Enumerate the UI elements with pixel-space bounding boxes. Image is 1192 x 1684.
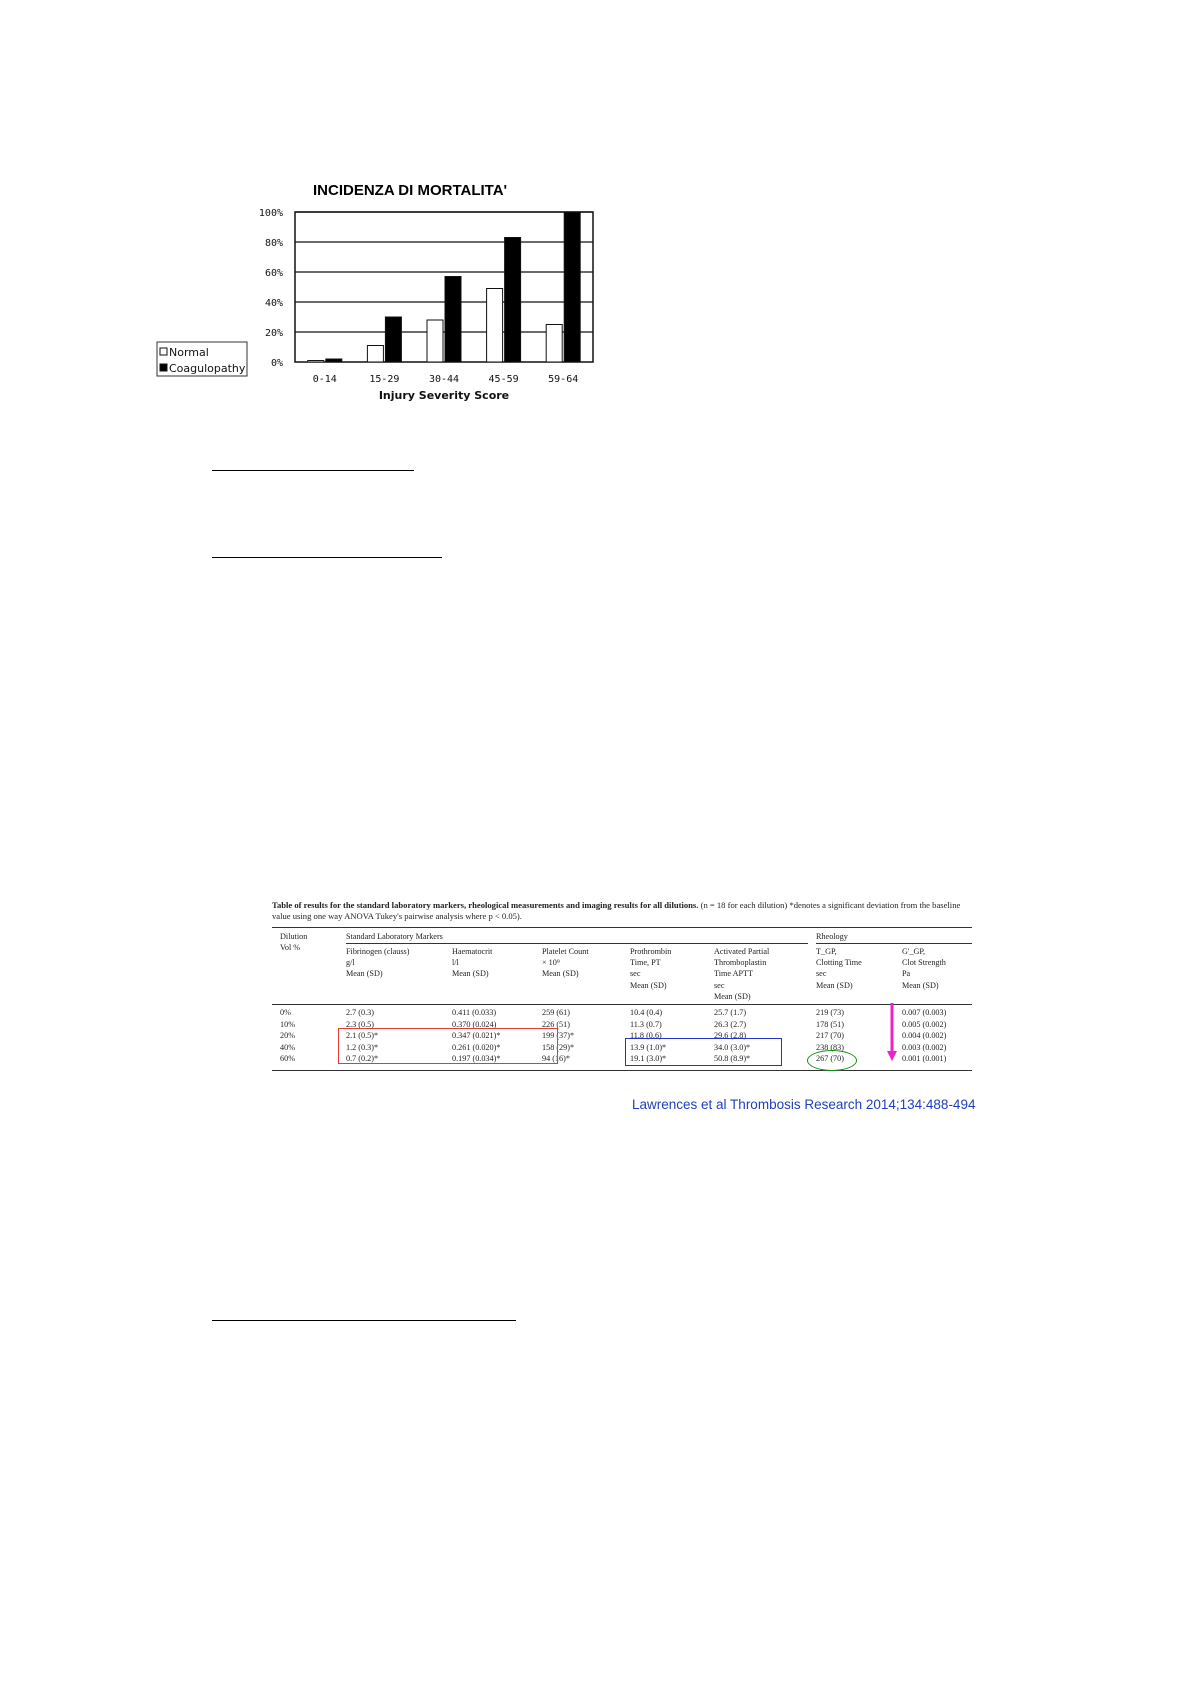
group-rule bbox=[346, 943, 808, 944]
table-cell: 0.004 (0.002) bbox=[902, 1031, 947, 1040]
table-cell: 11.3 (0.7) bbox=[630, 1019, 662, 1029]
table-rule-top bbox=[272, 927, 972, 928]
table-cell: 267 (70) bbox=[816, 1054, 844, 1063]
table-cell: 11.8 (0.6) bbox=[630, 1031, 662, 1040]
x-tick-label: 45-59 bbox=[488, 374, 519, 385]
table-cell: 10.4 (0.4) bbox=[630, 1008, 663, 1017]
legend-label-normal: Normal bbox=[169, 346, 209, 359]
group-rheology-header: Rheology bbox=[816, 932, 848, 941]
y-tick-label: 100% bbox=[258, 208, 283, 219]
table-cell: 0.197 (0.034)* bbox=[452, 1054, 501, 1063]
x-axis-label: Injury Severity Score bbox=[378, 389, 510, 402]
table-cell: 0.347 (0.021)* bbox=[452, 1031, 501, 1040]
green-highlight-oval bbox=[807, 1050, 857, 1071]
table-cell: 34.0 (3.0)* bbox=[714, 1042, 751, 1052]
bar-coagulopathy bbox=[385, 317, 401, 362]
bar-normal bbox=[546, 325, 562, 363]
table-cell: 0.7 (0.2)* bbox=[346, 1054, 379, 1063]
red-highlight-box bbox=[338, 1028, 558, 1064]
table-caption: Table of results for the standard laboratory markers, rheological measurements and imaging results for all dilutions. (n = 18 for each dilution) *denotes a significant deviation from the baseline value using one way ANOVA Tukey's pairwise analysis where p < 0.05). bbox=[272, 900, 961, 921]
table-cell: 25.7 (1.7) bbox=[714, 1008, 747, 1017]
legend-label-coagulopathy: Coagulopathy bbox=[169, 362, 246, 375]
table-cell: 199 (37)* bbox=[542, 1031, 575, 1040]
bar-normal bbox=[308, 361, 324, 363]
table-cell: 158 (29)* bbox=[542, 1042, 575, 1052]
legend-swatch-coagulopathy bbox=[160, 364, 167, 371]
table-rule-bottom bbox=[272, 1070, 972, 1071]
table-cell: 26.3 (2.7) bbox=[714, 1019, 747, 1029]
table-cell: 94 (16)* bbox=[542, 1054, 570, 1063]
table-row-dilution: 40% bbox=[280, 1042, 296, 1052]
heading-underline-1 bbox=[212, 470, 414, 471]
table-cell: 50.8 (8.9)* bbox=[714, 1054, 751, 1063]
col-fibrinogen-header: Fibrinogen (clauss) g/l Mean (SD) bbox=[346, 947, 410, 979]
table-cell: 0.411 (0.033) bbox=[452, 1008, 497, 1017]
heading-underline-2 bbox=[212, 557, 442, 558]
table-cell: 19.1 (3.0)* bbox=[630, 1054, 667, 1063]
table-cell: 238 (83) bbox=[816, 1042, 844, 1052]
table-row-dilution: 0% bbox=[280, 1008, 291, 1017]
col-clot-strength-header: G'_GP, Clot Strength Pa Mean (SD) bbox=[902, 947, 946, 990]
blue-highlight-box bbox=[625, 1038, 782, 1066]
table-cell: 178 (51) bbox=[816, 1019, 844, 1029]
bar-normal bbox=[367, 346, 383, 363]
col-dilution-header: Dilution Vol % bbox=[280, 932, 308, 953]
table-rule-header bbox=[272, 1004, 972, 1005]
y-tick-label: 20% bbox=[264, 328, 283, 339]
citation: Lawrences et al Thrombosis Research 2014;134:488-494 bbox=[632, 1097, 976, 1112]
table-cell: 13.9 (1.0)* bbox=[630, 1042, 667, 1052]
x-tick-label: 0-14 bbox=[312, 374, 337, 385]
bar-normal bbox=[487, 289, 503, 363]
bar-coagulopathy bbox=[445, 277, 461, 363]
legend-swatch-normal bbox=[160, 348, 167, 355]
table-row-dilution: 10% bbox=[280, 1019, 296, 1029]
table-cell: 0.003 (0.002) bbox=[902, 1042, 947, 1052]
chart-title: INCIDENZA DI MORTALITA' bbox=[313, 182, 508, 199]
col-haematocrit-header: Haematocrit l/l Mean (SD) bbox=[452, 947, 493, 979]
bar-coagulopathy bbox=[505, 238, 521, 363]
mortality-bar-chart bbox=[150, 200, 600, 415]
table-cell: 217 (70) bbox=[816, 1031, 844, 1040]
table-cell: 29.6 (2.8) bbox=[714, 1031, 747, 1040]
y-tick-label: 60% bbox=[264, 268, 283, 279]
table-cell: 0.370 (0.024) bbox=[452, 1019, 497, 1029]
heading-underline-3 bbox=[212, 1320, 516, 1321]
y-tick-label: 40% bbox=[264, 298, 283, 309]
col-aptt-header: Activated Partial Thromboplastin Time APTT sec Mean (SD) bbox=[714, 947, 770, 1001]
col-platelet-header: Platelet Count × 10⁹ Mean (SD) bbox=[542, 947, 589, 979]
table-cell: 2.7 (0.3) bbox=[346, 1008, 374, 1017]
table-cell: 2.1 (0.5)* bbox=[346, 1031, 379, 1040]
table-cell: 219 (73) bbox=[816, 1008, 844, 1017]
col-clotting-time-header: T_GP, Clotting Time sec Mean (SD) bbox=[816, 947, 862, 990]
bar-normal bbox=[427, 320, 443, 362]
group-standard-header: Standard Laboratory Markers bbox=[346, 932, 443, 941]
x-tick-label: 30-44 bbox=[428, 374, 460, 385]
y-tick-label: 0% bbox=[270, 358, 283, 369]
table-cell: 0.007 (0.003) bbox=[902, 1008, 947, 1017]
y-tick-label: 80% bbox=[264, 238, 283, 249]
table-cell: 226 (51) bbox=[542, 1019, 570, 1029]
x-tick-label: 59-64 bbox=[548, 374, 579, 385]
lab-results-table bbox=[272, 900, 972, 1080]
group-rule-rheology bbox=[816, 943, 972, 944]
table-row-dilution: 60% bbox=[280, 1054, 296, 1063]
bar-coagulopathy bbox=[326, 359, 342, 362]
table-cell: 259 (61) bbox=[542, 1008, 570, 1017]
table-cell: 0.261 (0.020)* bbox=[452, 1042, 501, 1052]
table-cell: 0.001 (0.001) bbox=[902, 1054, 947, 1063]
table-cell: 0.005 (0.002) bbox=[902, 1019, 947, 1029]
table-row-dilution: 20% bbox=[280, 1031, 296, 1040]
x-tick-label: 15-29 bbox=[369, 374, 400, 385]
col-pt-header: Prothrombin Time, PT sec Mean (SD) bbox=[630, 947, 672, 990]
bar-coagulopathy bbox=[564, 212, 580, 362]
magenta-down-arrow-icon bbox=[885, 1003, 899, 1063]
table-cell: 1.2 (0.3)* bbox=[346, 1042, 379, 1052]
table-cell: 2.3 (0.5) bbox=[346, 1019, 374, 1029]
